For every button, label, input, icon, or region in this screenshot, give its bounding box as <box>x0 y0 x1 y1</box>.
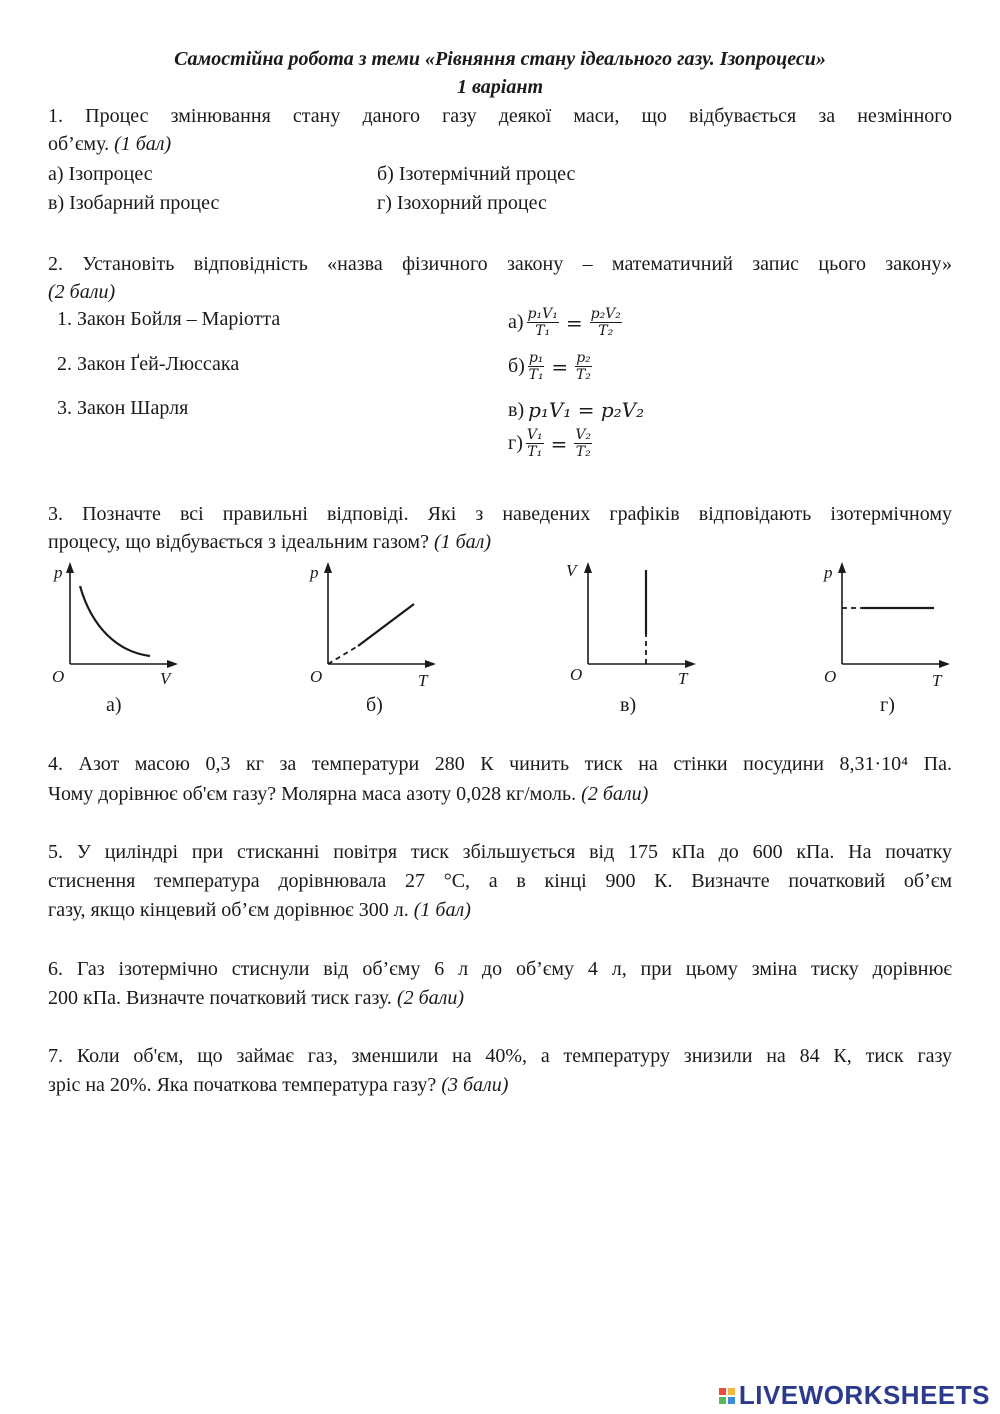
numerator: p₂ <box>576 350 591 366</box>
q2-formula-b <box>508 350 595 383</box>
q1-option-g[interactable]: г) Ізохорний процес <box>377 192 547 214</box>
q1-option-a[interactable]: а) Ізопроцес <box>48 163 153 185</box>
y-axis-arrow <box>324 562 332 573</box>
q2-points: (2 бали) <box>48 281 116 303</box>
q7-points: (3 бали) <box>441 1074 509 1096</box>
q2-formula-v-label: в) <box>508 398 525 421</box>
q2-formula-a-label: а) <box>508 311 524 333</box>
graph-b[interactable] <box>306 556 466 696</box>
q2-law-gay-lussac: 2. Закон Ґей-Люссака <box>57 353 240 375</box>
fraction <box>590 306 622 339</box>
x-axis-arrow <box>167 660 178 668</box>
x-axis-label: T <box>932 671 942 690</box>
q1-options-row1 <box>48 160 952 188</box>
q5-points: (1 бал) <box>413 899 471 921</box>
y-axis-arrow <box>838 562 846 573</box>
q1-text-end: об’єму. <box>48 133 110 155</box>
q6-text-line2 <box>48 984 952 1012</box>
y-axis-label: p <box>54 563 63 582</box>
worksheet-title: Самостійна робота з теми «Рівняння стану ідеального газу. Ізопроцеси» <box>174 48 826 70</box>
q2-text-line1: 2. Установіть відповідність «назва фізичного закону – математичний запис цього закону» <box>48 253 952 275</box>
x-axis-arrow <box>939 660 950 668</box>
q4-text-line1: 4. Азот масою 0,3 кг за температури 280 К чинить тиск на стінки посудини 8,31·10⁴ Па. <box>48 753 952 775</box>
denominator: T₂ <box>598 323 614 339</box>
q2-law-charles: 3. Закон Шарля <box>57 397 189 419</box>
origin-label: O <box>310 667 323 686</box>
q5-text-end: газу, якщо кінцевий об’єм дорівнює 300 л. <box>48 899 409 921</box>
x-axis-label: T <box>678 669 688 688</box>
y-axis-label: V <box>566 561 577 580</box>
logo-square <box>728 1397 735 1404</box>
graph-g[interactable] <box>820 556 980 696</box>
q2-formula-a <box>508 306 625 339</box>
q1-text-line2 <box>48 130 952 158</box>
variant-label: 1 варіант <box>456 76 543 98</box>
q3-text-line1: 3. Позначте всі правильні відповіді. Які з наведених графіків відповідають ізотермічному <box>48 503 952 525</box>
origin-label: O <box>52 667 65 686</box>
numerator: p₁ <box>528 350 544 366</box>
logo-square <box>719 1388 726 1395</box>
denominator: T₁ <box>527 444 543 460</box>
isotherm-curve <box>80 586 150 656</box>
origin-label: O <box>824 667 837 686</box>
y-axis-arrow <box>584 562 592 573</box>
q2-formula-v <box>508 398 644 422</box>
y-axis-label: p <box>824 563 833 582</box>
q2-law-boyle: 1. Закон Бойля – Маріотта <box>57 308 281 330</box>
q7-text-line1: 7. Коли об'єм, що займає газ, зменшили на 40%, а температуру знизили на 84 К, тиск газу <box>48 1045 952 1067</box>
q4-points: (2 бали) <box>581 783 649 805</box>
numerator: V₁ <box>526 427 543 443</box>
q2-formula-g-label: г) <box>508 432 523 454</box>
liveworksheets-logo[interactable] <box>719 1380 990 1411</box>
fraction <box>574 427 592 460</box>
equals-sign: = <box>550 431 568 456</box>
q1-option-b[interactable]: б) Ізотермічний процес <box>377 163 576 185</box>
x-axis-arrow <box>425 660 436 668</box>
graph-b-label: б) <box>366 694 383 716</box>
x-axis-label: V <box>160 669 171 688</box>
q3-text-end: процесу, що відбувається з ідеальним газом? <box>48 531 429 553</box>
q2-formula-g <box>508 427 595 460</box>
q4-text-line2 <box>48 780 952 808</box>
graph-v[interactable] <box>566 556 726 696</box>
q6-points: (2 бали) <box>396 987 465 1009</box>
equals-sign: = <box>565 310 583 335</box>
denominator: T₂ <box>576 367 591 383</box>
q5-text-line1: 5. У циліндрі при стисканні повітря тиск збільшується від 175 кПа до 600 кПа. На початку <box>48 841 952 863</box>
graph-g-label: г) <box>880 694 895 716</box>
q2-formula-v-text: p₁V₁ = p₂V₂ <box>528 398 645 422</box>
q7-text-end: зріс на 20%. Яка початкова температура газу? <box>48 1074 437 1096</box>
q1-option-v[interactable]: в) Ізобарний процес <box>48 192 220 214</box>
logo-square <box>719 1397 726 1404</box>
fraction <box>575 350 592 383</box>
y-axis-arrow <box>66 562 74 573</box>
q1-options-row2 <box>48 189 952 217</box>
logo-square <box>728 1388 735 1395</box>
graph-a-label: а) <box>106 694 122 716</box>
q4-text-end: Чому дорівнює об'єм газу? Молярна маса азоту 0,028 кг/моль. <box>48 783 577 805</box>
denominator: T₁ <box>535 323 551 339</box>
q1-text-line1: 1. Процес змінювання стану даного газу деякої маси, що відбувається за незмінного <box>48 105 952 127</box>
denominator: T₂ <box>575 444 591 460</box>
numerator: V₂ <box>575 427 592 443</box>
q5-text-line3 <box>48 896 952 924</box>
q3-points: (1 бал) <box>433 531 492 553</box>
graph-a[interactable] <box>48 556 208 696</box>
q2-formula-b-label: б) <box>508 355 525 377</box>
equals-sign: = <box>551 354 569 379</box>
q6-text-line1: 6. Газ ізотермічно стиснули від об’єму 6 л до об’єму 4 л, при цьому зміна тиску дорівнює <box>48 958 952 980</box>
y-axis-label: p <box>310 563 319 582</box>
x-axis-arrow <box>685 660 696 668</box>
q5-text-line2: стиснення температура дорівнювала 27 °С, а в кінці 900 К. Визначте початковий об’єм <box>48 870 952 892</box>
origin-label: O <box>570 665 583 684</box>
q3-text-line2 <box>48 528 952 556</box>
fraction <box>528 350 545 383</box>
numerator: p₂V₂ <box>590 306 621 322</box>
fraction <box>527 306 559 339</box>
q6-text-end: 200 кПа. Визначте початковий тиск газу. <box>48 987 392 1009</box>
extrapolation-dashed <box>328 646 358 664</box>
logo-squares-icon <box>719 1388 735 1404</box>
numerator: p₁V₁ <box>527 306 558 322</box>
q7-text-line2 <box>48 1071 952 1099</box>
q1-points: (1 бал) <box>114 133 172 155</box>
fraction <box>526 427 544 460</box>
x-axis-label: T <box>418 671 428 690</box>
denominator: T₁ <box>528 367 544 383</box>
logo-brand-text: LIVEWORKSHEETS <box>738 1380 990 1410</box>
graph-v-label: в) <box>620 694 637 716</box>
process-line <box>358 604 414 646</box>
